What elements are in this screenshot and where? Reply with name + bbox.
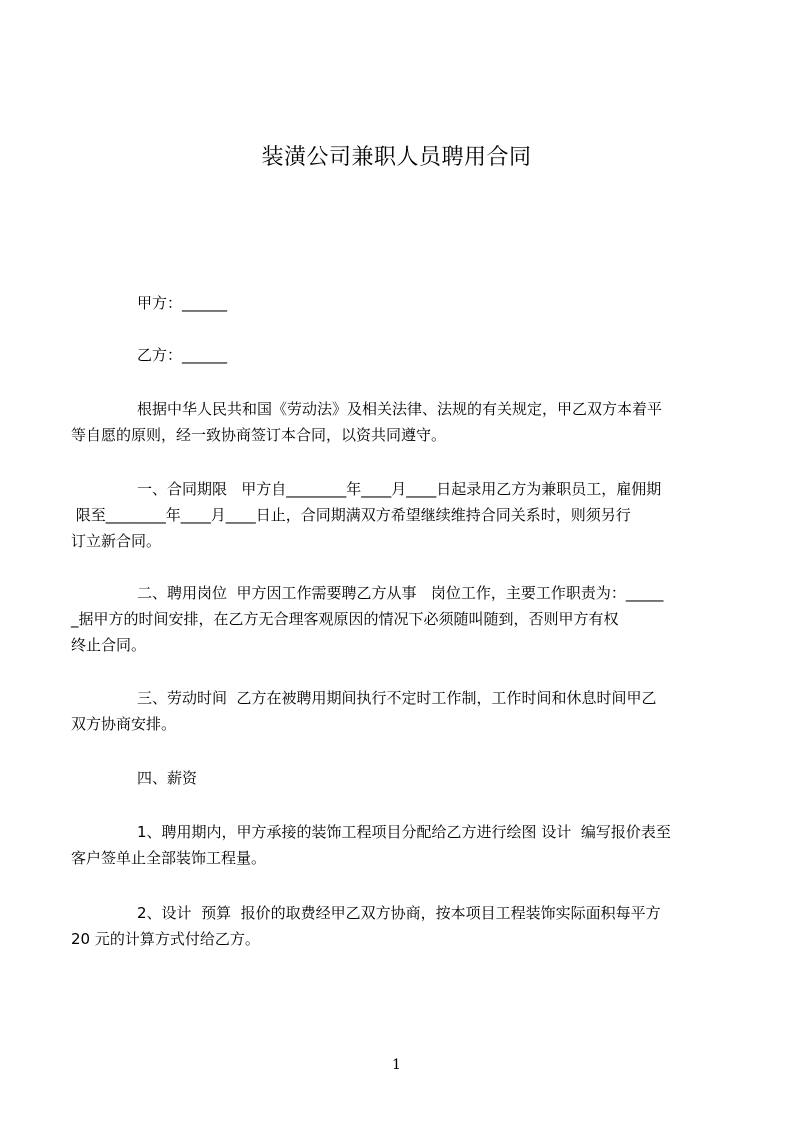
- section-4-item-2-line-1: 2、设计 预算 报价的取费经甲乙双方协商，按本项目工程装饰实际面积每平方: [137, 904, 661, 922]
- section-4-heading-text: 四、薪资: [137, 769, 198, 787]
- section-3-line-1: 三、劳动时间 乙方在被聘用期间执行不定时工作制，工作时间和休息时间甲乙: [137, 689, 657, 707]
- section-1-line-3: 订立新合同。: [71, 532, 162, 550]
- section-4-heading: [104, 765, 714, 791]
- section-2-line-3: 终止合同。: [71, 636, 147, 654]
- party-a-text: 甲方：______: [137, 294, 228, 312]
- section-3-line-2: 双方协商安排。: [71, 715, 177, 733]
- section-4-item-2: [71, 900, 714, 952]
- preamble-paragraph: [71, 396, 714, 448]
- section-2-position: [71, 580, 714, 658]
- section-2-line-1: 二、聘用岗位 甲方因工作需要聘乙方从事 岗位工作，主要工作职责为：_____: [137, 584, 664, 602]
- party-a-line: [104, 290, 714, 316]
- section-4-item-2-line-2: 20 元的计算方式付给乙方。: [71, 930, 260, 948]
- preamble-line-1: 根据中华人民共和国《劳动法》及相关法律、法规的有关规定，甲乙双方本着平: [137, 400, 663, 418]
- section-3-working-hours: [71, 685, 714, 737]
- party-b-line: [104, 342, 714, 368]
- section-4-item-1-line-2: 客户签单止全部装饰工程量。: [71, 849, 267, 867]
- party-b-text: 乙方：______: [137, 346, 228, 364]
- section-1-contract-term: [71, 476, 714, 554]
- section-1-line-1: 一、合同期限 甲方自________年____月____日起录用乙方为兼职员工，雇佣期: [137, 480, 662, 498]
- section-1-line-2: 限至________年____月____日止，合同期满双方希望继续维持合同关系时，则须另行: [71, 506, 631, 524]
- section-2-line-2: _据甲方的时间安排，在乙方无合理客观原因的情况下必须随叫随到，否则甲方有权: [71, 610, 619, 628]
- page-number: 1: [392, 1057, 401, 1073]
- section-4-item-1: [71, 819, 714, 871]
- section-4-item-1-line-1: 1、聘用期内，甲方承接的装饰工程项目分配给乙方进行绘图 设计 编写报价表至: [137, 823, 671, 841]
- preamble-line-2: 等自愿的原则，经一致协商签订本合同，以资共同遵守。: [71, 426, 447, 444]
- document-title: 装潢公司兼职人员聘用合同: [261, 145, 532, 170]
